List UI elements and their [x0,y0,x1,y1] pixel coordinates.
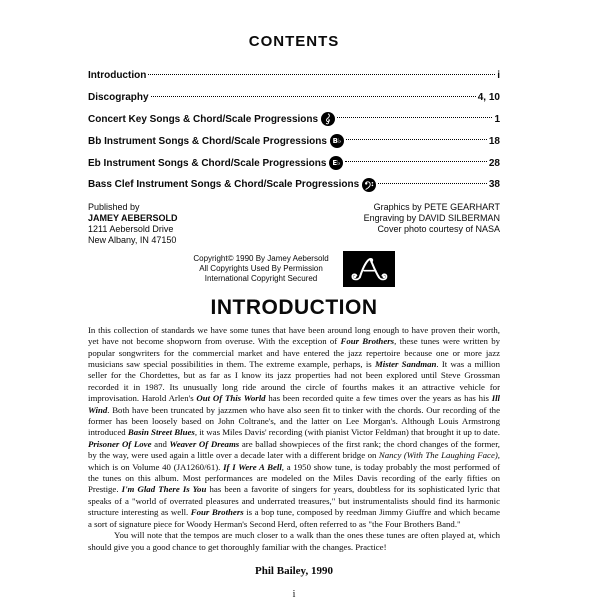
toc-row-discography [88,87,500,109]
copyright-line1: Copyright© 1990 By Jamey Aebersold [193,254,329,264]
copyright-block [193,254,328,283]
intro-paragraph-1: In this collection of standards we have some tunes that have been around long enough to have proven their worth, yet have not become shopworn from overuse. With the exception of Four Brothers, these tunes were written by popular songwriters for the commercial market and have entered the jazz repertoire because one or more jazz musicians saw special possibilities in them. The extreme example, perhaps, is Mister Sandman. It was a million seller for the Chordettes, but as far as I know its jazz properties had not been explored until Steve Grossman recorded it in 1987. Its unusually long ride around the circle of fourths makes it an attractive vehicle for improvisation. Harold Arlen's Out Of This World has been recorded quite a few times over the years as has his Ill Wind. Both have been truncated by jazzmen who have also seen fit to tinker with the chords. Our recording of the former has been loosely based on John Coltrane's, and the latter on Lee Morgan's. Although Louis Armstrong introduced Basin Street Blues, it was Miles Davis' recording (with pianist Victor Feldman) that brought it up to date. Prisoner Of Love and Weaver Of Dreams are ballad showpieces of the first rank; the chord changes of the former, by the way, were used again a little over a decade later with a different bridge on Nancy (With The Laughing Face), which is on Volume 40 (JA1260/61). If I Were A Bell, a 1950 show tune, is today probably the most performed of the tunes on this album. Most performances are modeled on the Miles Davis recording of the early fifties on Prestige. I'm Glad There Is You has been a favorite of singers for years, doubtless for its sophisticated lyric that speaks of a "world of overrated pleasures and underrated treasures," but instrumentalists should find its harmonic structure interesting as well. Four Brothers is a bop tune, composed by reedman Jimmy Giuffre and which became a sort of signature piece for Woody Herman's Second Herd, often referred to as "the Four Brothers Band." [88,324,501,529]
toc-row-concert-key [88,109,500,131]
introduction-body [88,325,500,553]
publisher-address-line2: New Albany, IN 47150 [88,234,177,245]
contents-title: CONTENTS [248,33,340,50]
toc-row-eb-instrument [88,152,500,174]
dotted-leader [345,161,486,162]
toc-page-number: 1 [494,113,500,125]
dotted-leader [378,183,487,184]
bass-clef-icon [362,178,376,192]
introduction-title: INTRODUCTION [210,295,378,319]
bb-badge-icon: B♭ [330,134,344,148]
dotted-leader [148,74,495,75]
dotted-leader [151,96,476,97]
credits-block [364,202,500,246]
publisher-block [88,202,178,246]
treble-clef-icon [321,112,335,126]
dotted-leader [346,139,487,140]
toc-page-number: 4, 10 [477,92,500,104]
page-number: i [292,588,296,600]
toc-row-bass-clef [88,174,500,196]
publisher-address-line1: 1211 Aebersold Drive [88,223,174,234]
toc-page-number: 18 [488,135,500,147]
credit-engraving: Engraving by DAVID SILBERMAN [363,212,500,223]
copyright-line2: All Copyrights Used By Permission [199,263,323,273]
toc-page-number: 28 [488,157,500,169]
toc-label: Introduction [88,70,147,82]
author-signature: Phil Bailey, 1990 [255,564,333,577]
toc-label: Bass Clef Instrument Songs & Chord/Scale Progressions [88,179,360,191]
toc-page-number: 38 [488,179,500,191]
toc-row-bb-instrument [88,130,500,152]
toc-label: Concert Key Songs & Chord/Scale Progressions [88,113,319,125]
copyright-line3: International Copyright Secured [204,273,318,283]
toc-row-introduction [88,65,500,87]
eb-badge-icon: E♭ [329,156,343,170]
published-by-label: Published by [88,201,140,212]
toc-page-number: i [497,70,500,82]
page-content [0,33,600,600]
aebersold-script-a-logo [343,251,395,287]
table-of-contents [88,65,500,196]
publisher-credits-row [88,202,500,246]
toc-label: Bb Instrument Songs & Chord/Scale Progressions [88,135,327,147]
credit-graphics: Graphics by PETE GEARHART [373,201,500,212]
toc-label: Eb Instrument Songs & Chord/Scale Progressions [88,157,327,169]
publisher-name: JAMEY AEBERSOLD [88,212,178,223]
intro-paragraph-2: You will note that the tempos are much closer to a walk than the ones these tunes are often played at, which should give you a good chance to get thoroughly familiar with the changes. Practice! [88,530,500,552]
credit-cover-photo: Cover photo courtesy of NASA [377,223,500,234]
dotted-leader [337,117,492,118]
copyright-row [88,251,500,287]
toc-label: Discography [88,92,149,104]
